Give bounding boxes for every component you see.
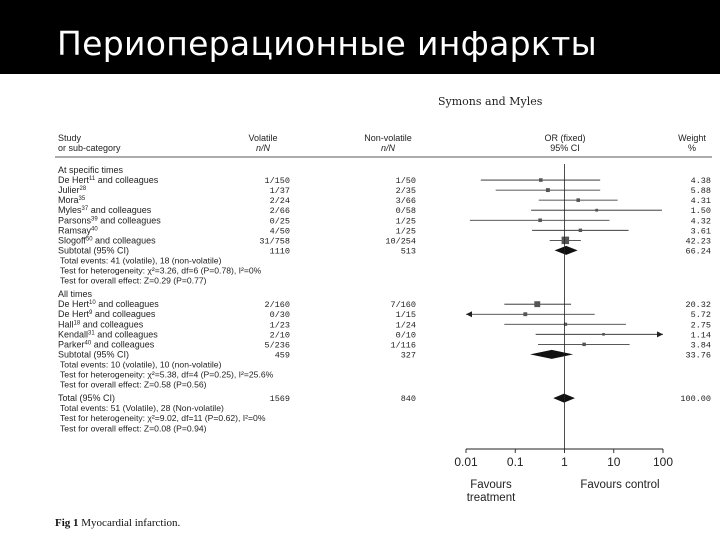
header-nonvolatile: Non-volatile [364,133,412,143]
stat-note: Total events: 41 (volatile), 18 (non-volatile) [60,255,222,266]
effect-square [579,229,582,232]
effect-square [538,218,542,222]
volatile-count: 2/10 [269,330,290,341]
nonvolatile-count: 1/25 [395,216,416,227]
study-label-suffix: and colleagues [95,299,159,310]
nonvolatile-total: 327 [400,350,416,361]
weight-value: 3.84 [690,340,711,351]
study-label: De Hert$^{10}$ and colleagues [58,299,159,310]
ci-arrow-left [466,311,472,317]
running-head: Symons and Myles [438,95,543,108]
subtotal-label: Subtotal (95% CI) [58,245,130,256]
study-reference: 39 [91,216,98,223]
study-label-suffix: and colleagues [88,205,152,216]
weight-value: 2.75 [690,320,711,331]
study-label: Kendall$^{31}$ and colleagues [58,329,158,340]
study-label: Mora$^{35}$ [58,195,86,206]
study-reference: 9 [89,310,93,317]
study-reference: 10 [89,300,96,307]
stat-note: Total events: 10 (volatile), 10 (non-volatile) [60,359,222,370]
header-weight-pct: % [687,143,697,153]
study-label-suffix: and colleagues [92,309,156,320]
nonvolatile-count: 7/160 [390,300,416,311]
study-label-suffix: and colleagues [80,319,144,330]
stat-note: Test for heterogeneity: χ²=5.38, df=4 (P=0.25), I²=25.6% [60,369,274,380]
subtotal-label: Subtotal (95% CI) [58,349,130,360]
volatile-count: 2/66 [269,206,290,217]
study-label: De Hert$^{11}$ and colleagues [58,175,159,186]
weight-value: 4.38 [690,176,711,187]
weight-value: 3.61 [690,226,711,237]
weight-value: 42.23 [685,236,711,247]
study-label: Ramsay$^{40}$ [58,225,98,236]
study-reference: 11 [89,176,96,183]
effect-square [595,209,598,212]
header-or-ci: 95% CI [550,143,580,153]
study-reference: 35 [78,196,86,203]
header-study: Study [58,133,82,143]
volatile-count: 4/50 [269,226,290,237]
weight-value: 1.14 [690,330,711,341]
volatile-count: 1/23 [269,320,290,331]
x-tick-label: 0.01 [454,455,478,469]
study-label: De Hert$^9$ and colleagues [58,309,156,320]
study-label: Julier$^{28}$ [58,185,87,196]
stat-note: Test for overall effect: Z=0.08 (P=0.94) [60,423,207,434]
stat-note: Test for overall effect: Z=0.58 (P=0.56) [60,379,207,390]
volatile-count: 5/236 [264,340,290,351]
study-label: Slogoff$^{50}$ and colleagues [58,235,156,246]
x-tick-label: 10 [607,455,621,469]
study-reference: 37 [81,206,89,213]
caption-label: Fig 1 [55,517,79,529]
effect-square [576,198,580,202]
study-label-suffix: and colleagues [97,215,161,226]
subtotal-diamond [555,246,578,255]
study-label-suffix: and colleagues [95,175,159,186]
effect-square [546,188,550,192]
volatile-total: 1569 [269,394,290,405]
nonvolatile-total: 840 [400,394,416,405]
effect-square [602,333,605,336]
study-reference: 18 [73,320,81,327]
subtotal-diamond [530,350,573,359]
nonvolatile-count: 1/50 [395,176,416,187]
volatile-count: 2/24 [269,196,290,207]
nonvolatile-count: 1/25 [395,226,416,237]
nonvolatile-count: 1/24 [395,320,416,331]
x-tick-label: 0.1 [506,455,524,469]
nonvolatile-count: 0/58 [395,206,416,217]
x-tick-label: 100 [652,455,674,469]
volatile-count: 31/758 [259,236,290,247]
weight-total: 66.24 [685,246,711,257]
study-reference: 40 [91,226,98,233]
volatile-count: 2/160 [264,300,290,311]
weight-value: 5.72 [690,310,711,321]
weight-total: 100.00 [680,394,711,405]
header-volatile-nn: n/N [255,143,271,153]
effect-square [562,237,570,245]
volatile-count: 0/25 [269,216,290,227]
nonvolatile-count: 0/10 [395,330,416,341]
weight-value: 1.50 [690,206,711,217]
study-label: Parsons$^{39}$ and colleagues [58,215,161,226]
caption-text: Myocardial infarction. [81,517,181,529]
study-label-suffix: and colleagues [91,339,155,350]
effect-square [523,312,527,316]
header-subcategory: or sub-category [58,143,121,153]
stat-note: Total events: 51 (Volatile), 28 (Non-volatile) [60,403,224,414]
weight-value: 20.32 [685,300,711,311]
favours-treatment-line1: Favours [470,479,512,491]
group-header: All times [58,289,93,300]
favours-treatment-line2: treatment [466,492,516,504]
nonvolatile-count: 10/254 [385,236,416,247]
nonvolatile-count: 1/15 [395,310,416,321]
x-tick-label: 1 [561,455,568,469]
weight-value: 5.88 [690,186,711,197]
slide-title: Периоперационные инфаркты [57,24,597,63]
figure-caption [55,517,180,529]
nonvolatile-count: 3/66 [395,196,416,207]
study-label: Parker$^{40}$ and colleagues [58,339,155,350]
volatile-count: 1/37 [269,186,290,197]
total-label: Total (95% CI) [58,393,116,404]
volatile-count: 1/150 [264,176,290,187]
header-weight: Weight [678,133,706,143]
nonvolatile-count: 1/116 [390,340,416,351]
nonvolatile-count: 2/35 [395,186,416,197]
header-volatile: Volatile [248,133,278,143]
study-reference: 40 [84,340,92,347]
volatile-total: 1110 [269,246,290,257]
effect-square [539,178,543,182]
study-label: Myles$^{37}$ and colleagues [58,205,152,216]
favours-control-label: Favours control [580,479,660,491]
effect-square [534,301,540,307]
volatile-total: 459 [274,350,290,361]
weight-value: 4.31 [690,196,711,207]
study-label-suffix: and colleagues [94,329,158,340]
weight-value: 4.32 [690,216,711,227]
stat-note: Test for heterogeneity: χ²=3.26, df=6 (P=0.78), I²=0% [60,265,262,276]
volatile-count: 0/30 [269,310,290,321]
study-label-suffix: and colleagues [92,235,156,246]
study-label: Hall$^{18}$ and colleagues [58,319,144,330]
nonvolatile-total: 513 [400,246,416,257]
study-reference: 31 [88,330,95,337]
stat-note: Test for overall effect: Z=0.29 (P=0.77) [60,275,207,286]
header-nonvolatile-nn: n/N [380,143,396,153]
total-diamond [553,394,575,403]
stat-note: Test for heterogeneity: χ²=9.02, df=11 (P=0.62), I²=0% [60,413,266,424]
study-reference: 50 [85,236,93,243]
weight-total: 33.76 [685,350,711,361]
ci-arrow-right [657,331,663,337]
study-reference: 28 [79,186,87,193]
group-header: At specific times [58,165,124,175]
effect-square [582,343,585,346]
header-or: OR (fixed) [544,133,586,143]
